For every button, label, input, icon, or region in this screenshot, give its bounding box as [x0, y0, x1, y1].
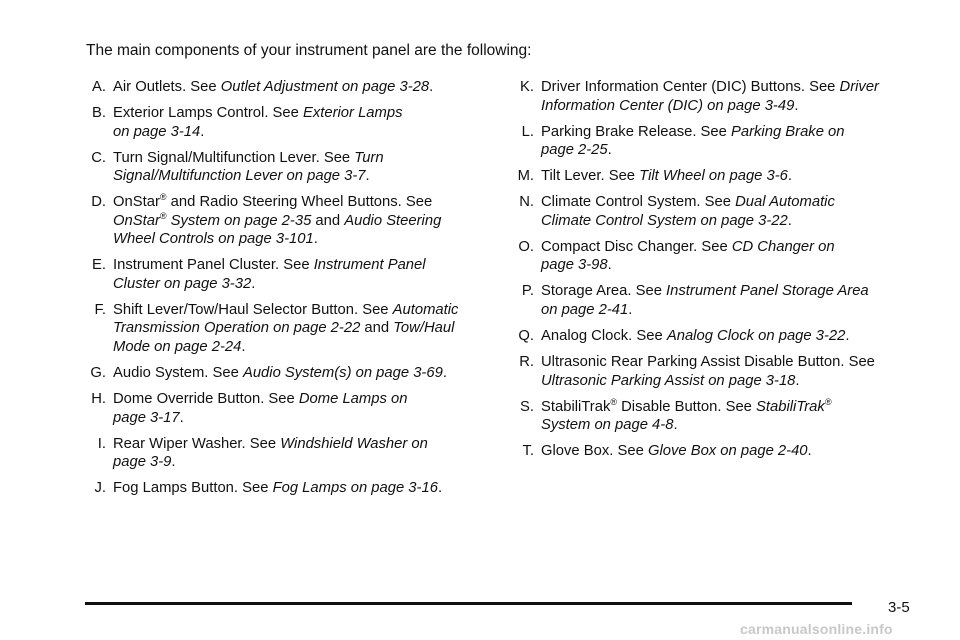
- item-line: [541, 78, 928, 97]
- item-text: [541, 282, 928, 319]
- item-line: [541, 442, 928, 461]
- item-text-run: .: [365, 168, 370, 185]
- item-line: [113, 256, 500, 275]
- list-item: [80, 390, 500, 427]
- page-reference: Parking Brake on: [731, 123, 845, 140]
- item-text-run: .: [795, 372, 800, 389]
- item-text: [113, 256, 500, 293]
- item-text-run: Ultrasonic Rear Parking Assist Disable Button. See: [541, 354, 875, 371]
- item-line: [113, 301, 500, 320]
- item-text-run: Shift Lever/Tow/Haul Selector Button. See: [113, 301, 393, 318]
- page-reference: Dual Automatic: [735, 194, 835, 211]
- item-letter: N.: [519, 194, 534, 211]
- footer-rule: [85, 602, 852, 605]
- page-reference: System on page 2-35: [166, 212, 312, 229]
- item-text-run: and: [311, 212, 345, 229]
- item-letter: M.: [517, 168, 534, 185]
- item-text: [541, 442, 928, 461]
- page-reference: Glove Box on page 2-40: [647, 443, 808, 460]
- page-reference: Audio Steering: [344, 212, 442, 229]
- item-text-run: Air Outlets. See: [113, 79, 221, 95]
- page-reference: page 3-9: [113, 454, 172, 471]
- list-item: [80, 149, 500, 186]
- item-text-run: Rear Wiper Washer. See: [113, 435, 281, 452]
- page-reference: System on page 4-8: [541, 417, 674, 434]
- item-text-run: .: [673, 417, 678, 434]
- item-text: [541, 353, 928, 390]
- item-text-run: OnStar: [113, 194, 160, 211]
- list-item: [508, 167, 928, 186]
- page-reference: Mode on page 2-24: [113, 338, 242, 355]
- item-text-run: StabiliTrak: [541, 398, 611, 415]
- item-letter: Q.: [518, 328, 534, 345]
- page-reference: page 3-98: [541, 257, 608, 274]
- item-text: [541, 398, 928, 435]
- page-reference: Wheel Controls on page 3-101: [113, 231, 314, 248]
- item-line: [113, 230, 500, 249]
- page-reference: Turn: [354, 149, 384, 166]
- item-text-run: Climate Control System. See: [541, 194, 736, 211]
- item-letter: E.: [92, 257, 106, 274]
- item-text-run: .: [607, 257, 612, 274]
- page-reference: Driver: [839, 79, 879, 95]
- item-text: [113, 149, 500, 186]
- item-text-run: Audio System. See: [113, 365, 243, 382]
- page-reference: Audio System(s) on page 3-69: [242, 365, 443, 382]
- item-line: [113, 167, 500, 186]
- page-reference: StabiliTrak: [756, 398, 825, 415]
- item-text-run: .: [437, 480, 443, 497]
- item-text-run: .: [200, 123, 205, 140]
- registered-mark: ®: [159, 210, 167, 221]
- item-text-run: .: [241, 338, 246, 355]
- list-item: [508, 123, 928, 160]
- page-reference: Windshield Washer on: [280, 435, 428, 452]
- item-text: [541, 238, 928, 275]
- page-reference: Cluster on page 3-32: [113, 275, 252, 292]
- item-line: [113, 479, 500, 498]
- item-line: [541, 282, 928, 301]
- item-line: [113, 453, 500, 472]
- item-text-run: Driver Information Center (DIC) Buttons. See: [541, 79, 840, 95]
- page-reference: Ultrasonic Parking Assist on page 3-18: [541, 372, 796, 389]
- item-text-run: .: [171, 454, 176, 471]
- page-reference: Climate Control System on page 3-22: [541, 212, 788, 229]
- intro-text: The main components of your instrument panel are the following:: [86, 42, 532, 59]
- item-text-run: .: [845, 328, 850, 345]
- item-letter: D.: [91, 194, 106, 211]
- item-text: [541, 78, 928, 115]
- list-item: [508, 327, 928, 346]
- item-text: [113, 479, 500, 498]
- page-reference: Fog Lamps on page 3-16: [272, 480, 438, 497]
- item-text-run: Tilt Lever. See: [541, 168, 640, 185]
- item-text: [113, 78, 500, 97]
- item-text: [113, 435, 500, 472]
- item-line: [113, 193, 500, 212]
- item-text-run: Disable Button. See: [617, 398, 757, 415]
- item-text-run: .: [313, 231, 318, 248]
- page-reference: Information Center (DIC) on page 3-49: [541, 97, 795, 114]
- item-line: [113, 149, 500, 168]
- item-letter: B.: [92, 105, 106, 122]
- item-line: [113, 435, 500, 454]
- item-text-run: .: [179, 409, 184, 426]
- item-text-run: .: [787, 212, 792, 229]
- item-text-run: Parking Brake Release. See: [541, 123, 731, 140]
- page-reference: CD Changer on: [731, 238, 835, 255]
- page-reference: OnStar: [113, 212, 160, 229]
- list-item: [80, 193, 500, 249]
- item-text: [113, 301, 500, 357]
- list-item: [508, 442, 928, 461]
- page-reference: Automatic: [392, 301, 459, 318]
- item-letter: I.: [97, 435, 106, 452]
- page-reference: Signal/Multifunction Lever on page 3-7: [113, 168, 366, 185]
- list-item: [80, 256, 500, 293]
- item-text-run: .: [807, 443, 812, 460]
- item-text-run: Turn Signal/Multifunction Lever. See: [113, 149, 355, 166]
- item-text: [541, 327, 928, 346]
- list-item: [80, 78, 500, 97]
- item-text-run: .: [442, 365, 447, 382]
- item-line: [541, 193, 928, 212]
- item-letter: K.: [520, 79, 534, 95]
- list-item: [80, 104, 500, 141]
- item-text-run: Fog Lamps Button. See: [113, 480, 273, 497]
- item-letter: L.: [521, 123, 534, 140]
- item-line: [113, 104, 500, 123]
- item-text-run: .: [607, 142, 612, 159]
- item-letter: A.: [92, 79, 106, 95]
- list-item: [80, 435, 500, 472]
- item-letter: S.: [520, 398, 534, 415]
- page-reference: Exterior Lamps: [302, 105, 403, 122]
- list-item: [508, 238, 928, 275]
- item-text-run: .: [628, 301, 633, 318]
- item-text-run: Exterior Lamps Control. See: [113, 105, 303, 122]
- registered-mark: ®: [824, 396, 832, 407]
- item-text: [113, 193, 500, 249]
- item-text: [541, 167, 928, 186]
- registered-mark: ®: [159, 192, 167, 203]
- page-reference: Instrument Panel Storage Area: [666, 283, 869, 300]
- page-reference: Analog Clock on page 3-22: [666, 328, 846, 345]
- item-letter: T.: [522, 443, 534, 460]
- item-letter: P.: [521, 283, 534, 300]
- item-text: [113, 104, 500, 141]
- item-letter: J.: [94, 480, 106, 497]
- item-line: [113, 212, 500, 231]
- item-line: [541, 238, 928, 257]
- item-line: [541, 123, 928, 142]
- item-text-run: and: [360, 320, 394, 337]
- item-letter: G.: [90, 365, 106, 382]
- page-reference: page 3-17: [113, 409, 180, 426]
- page-reference: on page 2-41: [541, 301, 629, 318]
- list-item: [508, 398, 928, 435]
- page-reference: Dome Lamps on: [298, 391, 408, 408]
- item-text-run: Storage Area. See: [541, 283, 667, 300]
- item-text-run: .: [794, 97, 799, 114]
- item-line: [541, 327, 928, 346]
- item-text: [113, 390, 500, 427]
- item-text-run: Instrument Panel Cluster. See: [113, 257, 314, 274]
- item-text-run: .: [251, 275, 256, 292]
- item-line: [113, 123, 500, 142]
- item-text-run: .: [429, 79, 434, 95]
- item-line: [113, 78, 500, 97]
- watermark: carmanualsonline.info: [740, 621, 893, 637]
- item-text-run: .: [787, 168, 793, 185]
- item-text-run: Glove Box. See: [541, 443, 648, 460]
- item-letter: F.: [94, 301, 106, 318]
- item-text: [541, 123, 928, 160]
- item-letter: O.: [518, 238, 534, 255]
- item-line: [113, 275, 500, 294]
- registered-mark: ®: [610, 396, 617, 407]
- page-reference: Tow/Haul: [393, 320, 455, 337]
- item-line: [113, 390, 500, 409]
- item-line: [541, 167, 928, 186]
- list-item: [508, 282, 928, 319]
- item-text-run: Compact Disc Changer. See: [541, 238, 732, 255]
- page-reference: Instrument Panel: [313, 257, 426, 274]
- item-letter: H.: [91, 391, 106, 408]
- item-line: [541, 212, 928, 231]
- page-reference: Outlet Adjustment on page 3-28: [220, 79, 430, 95]
- item-line: [541, 256, 928, 275]
- item-line: [113, 338, 500, 357]
- item-text-run: Analog Clock. See: [541, 328, 667, 345]
- component-list-right: [508, 78, 928, 468]
- list-item: [508, 78, 928, 115]
- page-number: 3-5: [888, 599, 910, 616]
- item-text-run: and Radio Steering Wheel Buttons. See: [166, 194, 433, 211]
- item-line: [541, 97, 928, 116]
- list-item: [508, 353, 928, 390]
- item-line: [541, 372, 928, 391]
- page-reference: Tilt Wheel on page 3-6: [639, 168, 788, 185]
- page-reference: page 2-25: [541, 142, 608, 159]
- item-line: [113, 409, 500, 428]
- item-line: [541, 141, 928, 160]
- item-text-run: Dome Override Button. See: [113, 391, 299, 408]
- item-line: [541, 416, 928, 435]
- list-item: [508, 193, 928, 230]
- item-text: [541, 193, 928, 230]
- list-item: [80, 479, 500, 498]
- item-text: [113, 364, 500, 383]
- list-item: [80, 301, 500, 357]
- component-list-left: [80, 78, 500, 505]
- item-letter: R.: [519, 354, 534, 371]
- page-reference: Transmission Operation on page 2-22: [113, 320, 361, 337]
- list-item: [80, 364, 500, 383]
- item-line: [113, 319, 500, 338]
- item-line: [541, 353, 928, 372]
- item-line: [541, 301, 928, 320]
- item-letter: C.: [91, 149, 106, 166]
- item-line: [113, 364, 500, 383]
- item-line: [541, 398, 928, 417]
- page-reference: on page 3-14: [113, 123, 201, 140]
